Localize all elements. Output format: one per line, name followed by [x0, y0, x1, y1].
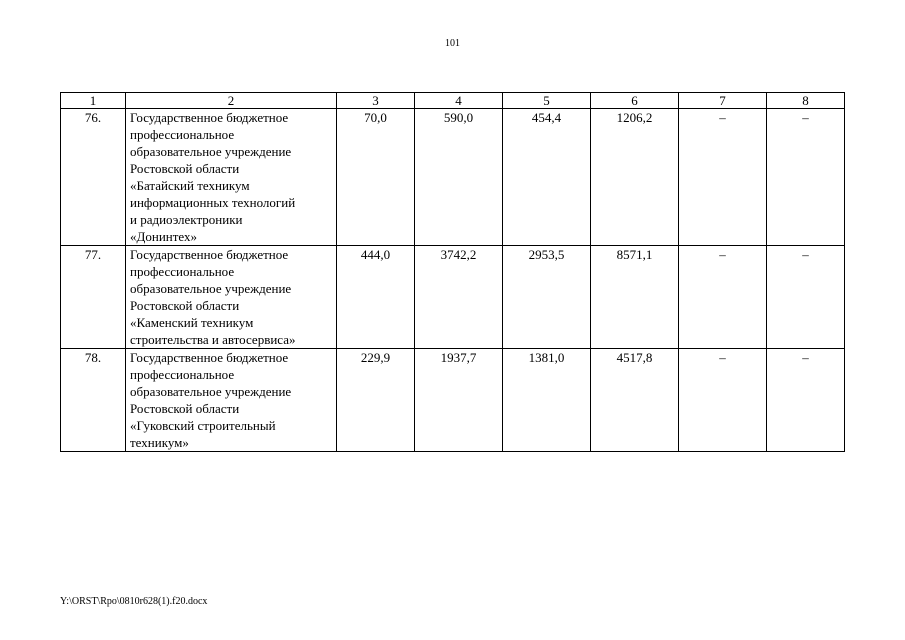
value-col-6: 1206,2: [591, 109, 679, 246]
value-col-7: –: [679, 109, 767, 246]
column-header: 4: [415, 93, 503, 109]
column-header: 1: [61, 93, 126, 109]
column-header: 6: [591, 93, 679, 109]
institution-name: [126, 246, 337, 349]
value-col-4: 590,0: [415, 109, 503, 246]
name-line: образовательное учреждение: [130, 281, 292, 296]
value-col-6: 8571,1: [591, 246, 679, 349]
table-row: [61, 246, 845, 349]
value-col-4: 3742,2: [415, 246, 503, 349]
name-line: Государственное бюджетное: [130, 247, 289, 262]
value-col-5: 1381,0: [503, 349, 591, 452]
value-col-3: 70,0: [337, 109, 415, 246]
institution-name: [126, 349, 337, 452]
value-col-5: 2953,5: [503, 246, 591, 349]
name-line: Ростовской области: [130, 298, 240, 313]
name-line: информационных технологий: [130, 195, 296, 210]
column-header: 8: [767, 93, 845, 109]
column-header: 3: [337, 93, 415, 109]
value-col-7: –: [679, 246, 767, 349]
name-line: и радиоэлектроники: [130, 212, 243, 227]
name-line: строительства и автосервиса»: [130, 332, 296, 347]
column-header: 7: [679, 93, 767, 109]
name-line: техникум»: [130, 435, 189, 450]
value-col-3: 444,0: [337, 246, 415, 349]
name-line: образовательное учреждение: [130, 144, 292, 159]
name-line: «Батайский техникум: [130, 178, 250, 193]
name-line: образовательное учреждение: [130, 384, 292, 399]
row-number: 77.: [61, 246, 126, 349]
value-col-8: –: [767, 349, 845, 452]
name-line: «Каменский техникум: [130, 315, 254, 330]
name-line: Государственное бюджетное: [130, 350, 289, 365]
value-col-8: –: [767, 246, 845, 349]
name-line: профессиональное: [130, 367, 235, 382]
column-header: 2: [126, 93, 337, 109]
value-col-8: –: [767, 109, 845, 246]
name-line: «Донинтех»: [130, 229, 198, 244]
page-number: 101: [445, 38, 460, 49]
institution-name: [126, 109, 337, 246]
table-header-row: [61, 93, 845, 109]
name-line: Государственное бюджетное: [130, 110, 289, 125]
name-line: Ростовской области: [130, 401, 240, 416]
column-header: 5: [503, 93, 591, 109]
value-col-4: 1937,7: [415, 349, 503, 452]
value-col-5: 454,4: [503, 109, 591, 246]
row-number: 76.: [61, 109, 126, 246]
file-path: Y:\ORST\Rpo\0810r628(1).f20.docx: [60, 596, 208, 607]
table-row: [61, 109, 845, 246]
data-table: [60, 92, 845, 452]
name-line: «Гуковский строительный: [130, 418, 276, 433]
name-line: профессиональное: [130, 264, 235, 279]
name-line: профессиональное: [130, 127, 235, 142]
name-line: Ростовской области: [130, 161, 240, 176]
value-col-7: –: [679, 349, 767, 452]
table-row: [61, 349, 845, 452]
value-col-3: 229,9: [337, 349, 415, 452]
row-number: 78.: [61, 349, 126, 452]
value-col-6: 4517,8: [591, 349, 679, 452]
